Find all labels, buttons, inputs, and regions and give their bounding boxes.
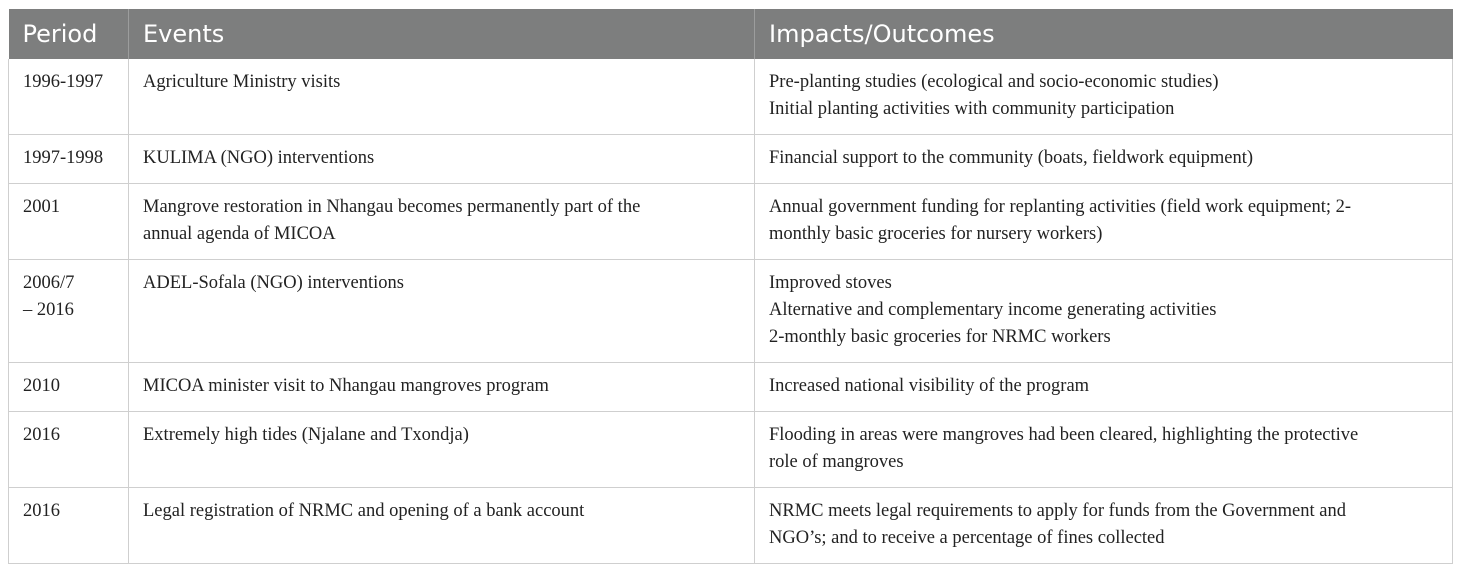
- impacts-line: Annual government funding for replanting activities (field work equipment; 2-: [769, 197, 1352, 217]
- events-cell: [129, 135, 755, 184]
- period-line: 1997-1998: [23, 148, 104, 168]
- events-line: ADEL-Sofala (NGO) interventions: [143, 273, 404, 293]
- period-cell: [9, 59, 129, 135]
- table-row: [9, 184, 1453, 260]
- impacts-cell: [755, 412, 1453, 488]
- impacts-line: Alternative and complementary income generating activities: [769, 300, 1217, 320]
- period-cell: [9, 135, 129, 184]
- table-row: [9, 363, 1453, 412]
- impacts-line: monthly basic groceries for nursery workers): [769, 224, 1103, 244]
- impacts-cell: [755, 363, 1453, 412]
- timeline-table-container: [8, 9, 1452, 564]
- period-line: – 2016: [23, 300, 74, 320]
- impacts-cell: [755, 260, 1453, 363]
- events-cell: [129, 184, 755, 260]
- impacts-line: Improved stoves: [769, 273, 892, 293]
- period-cell: [9, 260, 129, 363]
- period-line: 2010: [23, 376, 60, 396]
- impacts-cell: [755, 59, 1453, 135]
- period-line: 2001: [23, 197, 60, 217]
- impacts-line: Financial support to the community (boats, fieldwork equipment): [769, 148, 1253, 168]
- events-line: Agriculture Ministry visits: [143, 72, 341, 92]
- header-period: Period: [9, 9, 129, 59]
- impacts-line: NGO’s; and to receive a percentage of fines collected: [769, 528, 1165, 548]
- events-line: KULIMA (NGO) interventions: [143, 148, 375, 168]
- header-row: [9, 9, 1453, 59]
- events-cell: [129, 59, 755, 135]
- events-cell: [129, 363, 755, 412]
- table-row: [9, 135, 1453, 184]
- table-row: [9, 488, 1453, 564]
- impacts-line: Pre-planting studies (ecological and socio-economic studies): [769, 72, 1219, 92]
- period-line: 2006/7: [23, 273, 75, 293]
- events-line: Mangrove restoration in Nhangau becomes permanently part of the: [143, 197, 641, 217]
- impacts-line: Initial planting activities with community participation: [769, 99, 1175, 119]
- table-row: [9, 59, 1453, 135]
- period-cell: [9, 184, 129, 260]
- impacts-line: 2-monthly basic groceries for NRMC workers: [769, 327, 1111, 347]
- impacts-line: NRMC meets legal requirements to apply for funds from the Government and: [769, 501, 1346, 521]
- impacts-cell: [755, 488, 1453, 564]
- period-cell: [9, 363, 129, 412]
- events-cell: [129, 412, 755, 488]
- impacts-line: Increased national visibility of the program: [769, 376, 1090, 396]
- impacts-cell: [755, 135, 1453, 184]
- period-cell: [9, 488, 129, 564]
- period-line: 2016: [23, 425, 60, 445]
- table-body: [9, 59, 1453, 564]
- period-line: 2016: [23, 501, 60, 521]
- table-header: [9, 9, 1453, 59]
- header-events: Events: [129, 9, 755, 59]
- header-impacts: Impacts/Outcomes: [755, 9, 1453, 59]
- events-line: Legal registration of NRMC and opening of a bank account: [143, 501, 585, 521]
- period-cell: [9, 412, 129, 488]
- events-cell: [129, 260, 755, 363]
- events-cell: [129, 488, 755, 564]
- impacts-cell: [755, 184, 1453, 260]
- impacts-line: Flooding in areas were mangroves had been cleared, highlighting the protective: [769, 425, 1359, 445]
- events-line: Extremely high tides (Njalane and Txondja): [143, 425, 469, 445]
- table-row: [9, 412, 1453, 488]
- timeline-table: [8, 9, 1453, 564]
- period-line: 1996-1997: [23, 72, 104, 92]
- impacts-line: role of mangroves: [769, 452, 904, 472]
- events-line: annual agenda of MICOA: [143, 224, 336, 244]
- table-row: [9, 260, 1453, 363]
- events-line: MICOA minister visit to Nhangau mangroves program: [143, 376, 549, 396]
